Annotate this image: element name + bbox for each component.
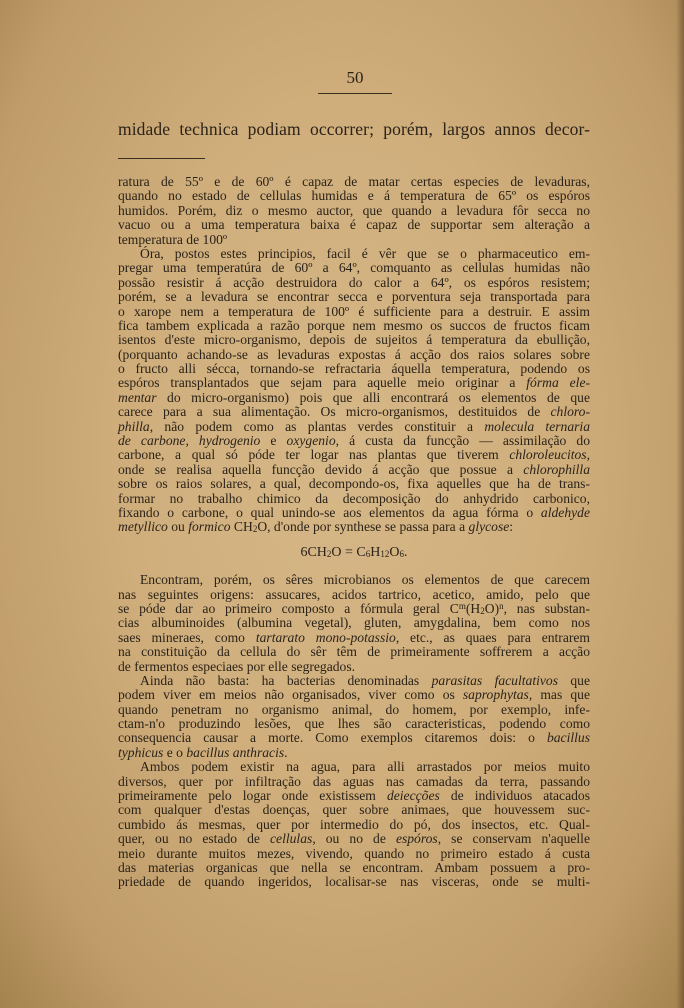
italic-term: typhicus — [118, 744, 164, 760]
italic-term: molecula ternaria — [484, 418, 590, 434]
text-run: espóros transplantados que sejam para aquelle meio originar a — [118, 375, 527, 391]
text-run: isentos d'este micro-organismo, depois de sujeitos á temperatura da ebullição, — [118, 332, 590, 348]
paragraph — [118, 175, 590, 247]
text-run: e — [260, 433, 287, 449]
text-line — [118, 703, 590, 717]
text-run: fixando o carbone, o qual unindo-se aos elementos da agua fórma o — [118, 504, 541, 520]
text-line — [118, 674, 590, 688]
text-run: Ambos podem existir na agua, para alli arrastados por meios muito — [140, 759, 590, 775]
text-run: . — [284, 744, 288, 760]
text-run: se póde dar ao primeiro composto a fórmula geral C — [118, 600, 459, 616]
text-run: , etc., as quaes para entrarem — [395, 629, 591, 645]
text-line — [118, 333, 590, 347]
text-line — [118, 391, 590, 405]
italic-term: bacillus — [546, 730, 590, 746]
text-run: . — [404, 544, 408, 560]
text-run: do micro-organismo) pois que alli encontrará os elementos de que — [156, 389, 590, 405]
page-number-rule — [318, 93, 392, 94]
text-line — [118, 588, 590, 602]
italic-term: parasitas facultativos — [431, 672, 558, 688]
text-line — [118, 463, 590, 477]
text-line — [118, 434, 590, 448]
text-run: H — [370, 544, 381, 560]
text-run: possão resistir á acção destruidora do calor a 64º, os espóros resistem; — [118, 274, 590, 290]
text-run: O — [389, 544, 400, 560]
text-line — [118, 233, 590, 247]
text-line — [118, 520, 590, 534]
text-line — [118, 645, 590, 659]
text-run: , se conservam n'aquelle — [437, 831, 590, 847]
paragraph — [118, 247, 590, 535]
text-line — [118, 189, 590, 203]
text-line — [118, 717, 590, 731]
text-line — [118, 731, 590, 745]
text-run: (H — [465, 600, 481, 616]
italic-term: oxygenio — [286, 433, 336, 449]
text-run: quando penetram no organismo animal, do homem, por exemplo, infe- — [118, 701, 590, 717]
text-line — [118, 247, 590, 261]
text-run: O = C — [331, 544, 366, 560]
text-line — [118, 405, 590, 419]
italic-term: mentar — [118, 389, 157, 405]
text-run: na constituição da cellula do sêr têm de primeiramente soffrerem a acção — [118, 644, 590, 660]
text-line — [118, 204, 590, 218]
text-run: : — [509, 519, 514, 535]
superscript: m — [458, 600, 466, 611]
section-rule — [118, 158, 205, 159]
text-run: de fermentos especiaes por elle segregados. — [118, 658, 356, 674]
text-run: carbone, a qual só póde ter logar nas plantas que tiverem — [118, 447, 510, 463]
italic-term: philla — [118, 418, 150, 434]
italic-term: espóros — [395, 831, 438, 847]
text-run: de individuos atacados — [439, 788, 590, 804]
italic-term: metyllico — [118, 519, 168, 535]
text-run: cumbido ás mesmas, quer por intermedio do pó, dos insectos, etc. Qual- — [118, 816, 590, 832]
italic-term: bacillus anthracis — [186, 744, 285, 760]
text-line — [118, 420, 590, 434]
text-line — [118, 319, 590, 333]
italic-term: deiecções — [386, 788, 440, 804]
text-run: porém, se a levadura se encontrar secca e porventura seja transportada para — [118, 289, 590, 305]
superscript: n — [499, 600, 504, 611]
italic-term: cellulas — [270, 831, 313, 847]
text-line — [118, 218, 590, 232]
text-run: sobre os raios solares, a qual, decompondo-os, fixa aquelles que ha de trans- — [118, 476, 590, 492]
italic-term: formico — [188, 519, 231, 535]
text-line — [118, 746, 590, 760]
text-line — [118, 789, 590, 803]
text-line — [118, 261, 590, 275]
paragraph — [118, 573, 590, 674]
italic-term: fórma ele- — [526, 375, 591, 391]
text-run: CH — [230, 519, 253, 535]
text-line — [118, 832, 590, 846]
text-line — [118, 602, 590, 616]
text-run: podem viver em meios não organisados, viver como os — [118, 687, 463, 703]
text-run: priedade de quando ingeridos, localisar-se nas visceras, onde se multi- — [118, 874, 590, 890]
text-line — [118, 477, 590, 491]
text-line — [118, 290, 590, 304]
text-line — [118, 573, 590, 587]
text-line — [118, 492, 590, 506]
subscript: 2 — [252, 524, 258, 535]
body-text — [118, 175, 590, 890]
italic-term: glycose — [468, 519, 510, 535]
text-run: Ainda não basta: ha bacterias denominadas — [140, 672, 432, 688]
text-run: O, d'onde por synthese se passa para a — [257, 519, 469, 535]
italic-term: aldehyde — [540, 504, 590, 520]
italic-term: de carbone, hydrogenio — [118, 433, 261, 449]
text-run: (porquanto achando-se as levaduras expostas á acção dos raios solares sobre — [118, 346, 590, 362]
italic-term: chloroleucitos — [509, 447, 587, 463]
paragraph — [118, 674, 590, 760]
text-line — [118, 616, 590, 630]
text-run: primeiramente pelo logar onde existissem — [118, 788, 387, 804]
italic-term: chloro- — [550, 404, 590, 420]
text-run: carece para a sua alimentação. Os micro-organismos, destituidos de — [118, 404, 551, 420]
text-run: das materias organicas que nella se encontram. Ambam possuem a pro- — [118, 859, 590, 875]
text-run: cias albuminoides (albumina vegetal), gluten, amygdalina, bem como nos — [118, 615, 590, 631]
text-run: consequencia causar a morte. Como exemplos citaremos dois: o — [118, 730, 547, 746]
text-run: onde se realisa aquella funcção devido á acção que possue a — [118, 461, 524, 477]
text-line — [118, 448, 590, 462]
text-run: ratura de 55º e de 60º é capaz de matar certas especies de levaduras, — [118, 174, 590, 189]
text-line — [118, 760, 590, 774]
text-run: com qualquer d'estas doenças, quer sobre animaes, que houvessem suc- — [118, 802, 590, 818]
text-run: vacuo ou a uma temperatura baixa é capaz de supportar sem alteração a — [118, 217, 590, 233]
text-line — [118, 348, 590, 362]
text-line — [118, 631, 590, 645]
text-run: Óra, postos estes principios, facil é vêr que se o pharmaceutico em- — [140, 245, 590, 261]
subscript: 6 — [365, 548, 371, 559]
text-run: o xarope nem a temperatura de 100º é sufficiente para a destruir. E assim — [118, 303, 590, 319]
text-run: fica tambem explicada a razão porque nem mesmo os succos de fructos ficam — [118, 317, 590, 333]
subscript: 6 — [399, 548, 405, 559]
text-run: , nas substan- — [503, 600, 591, 616]
text-run: e o — [163, 744, 187, 760]
text-run: temperatura de 100º — [118, 231, 228, 247]
text-line — [118, 818, 590, 832]
text-run: O) — [484, 600, 500, 616]
text-line — [118, 775, 590, 789]
text-run: quer, ou no estado de — [118, 831, 271, 847]
text-run: , não podem como as plantas verdes constituir a — [149, 418, 485, 434]
text-run: saes mineraes, como — [118, 629, 256, 645]
text-line — [118, 506, 590, 520]
text-run: diversos, quer por infiltração das aguas nas camadas da terra, passando — [118, 773, 590, 789]
text-run: ctam-n'o produzindo lesões, que lhes são caracteristicas, podendo como — [118, 716, 590, 732]
italic-term: saprophytas — [462, 687, 529, 703]
subscript: 12 — [380, 548, 390, 559]
text-run: nas seguintes origens: assucares, acidos tartrico, acetico, amido, pelo que — [118, 586, 590, 602]
continued-text-line: midade technica podiam occorrer; porém, largos annos decor- — [118, 119, 590, 139]
text-run: formar no trabalho chimico da decomposição do anhydrido carbonico, — [118, 490, 590, 506]
italic-term: chlorophilla — [523, 461, 590, 477]
text-run: , — [586, 447, 590, 463]
text-line — [118, 376, 590, 390]
text-run: o fructo alli sécca, tornando-se refractaria áquella temperatura, podendo os — [118, 361, 590, 377]
text-line — [118, 803, 590, 817]
text-line — [118, 362, 590, 376]
text-run: humidos. Porém, diz o mesmo auctor, que quando a levadura fôr secca no — [118, 202, 590, 218]
text-line — [118, 861, 590, 875]
text-run: , mas que — [528, 687, 590, 703]
text-run: meio durante muitos mezes, vivendo, quando no primeiro estado á custa — [118, 845, 590, 861]
text-run: , á custa da funcção — assimilação do — [335, 433, 590, 449]
page-number: 50 — [346, 68, 364, 87]
text-line — [118, 175, 590, 189]
text-run: 6CH — [300, 544, 327, 560]
text-run: , ou no de — [312, 831, 396, 847]
text-line — [118, 875, 590, 889]
text-run: pregar uma temperatúra de 60º a 64º, comquanto as cellulas humidas não — [118, 260, 590, 276]
italic-term: tartarato mono-potassio — [255, 629, 396, 645]
text-run: quando no estado de cellulas humidas e á temperatura de 65º os espóros — [118, 188, 590, 204]
text-run: Encontram, porém, os sêres microbianos os elementos de que carecem — [140, 572, 590, 588]
text-run: que — [558, 672, 590, 688]
text-line — [118, 847, 590, 861]
paragraph — [118, 760, 590, 890]
page-edge-shadow — [676, 0, 684, 1008]
subscript: 2 — [480, 605, 485, 616]
text-line — [118, 276, 590, 290]
text-line — [118, 688, 590, 702]
text-line — [118, 660, 590, 674]
text-line — [118, 305, 590, 319]
chemical-equation — [118, 546, 590, 560]
text-run: ou — [167, 519, 189, 535]
subscript: 2 — [326, 548, 332, 559]
